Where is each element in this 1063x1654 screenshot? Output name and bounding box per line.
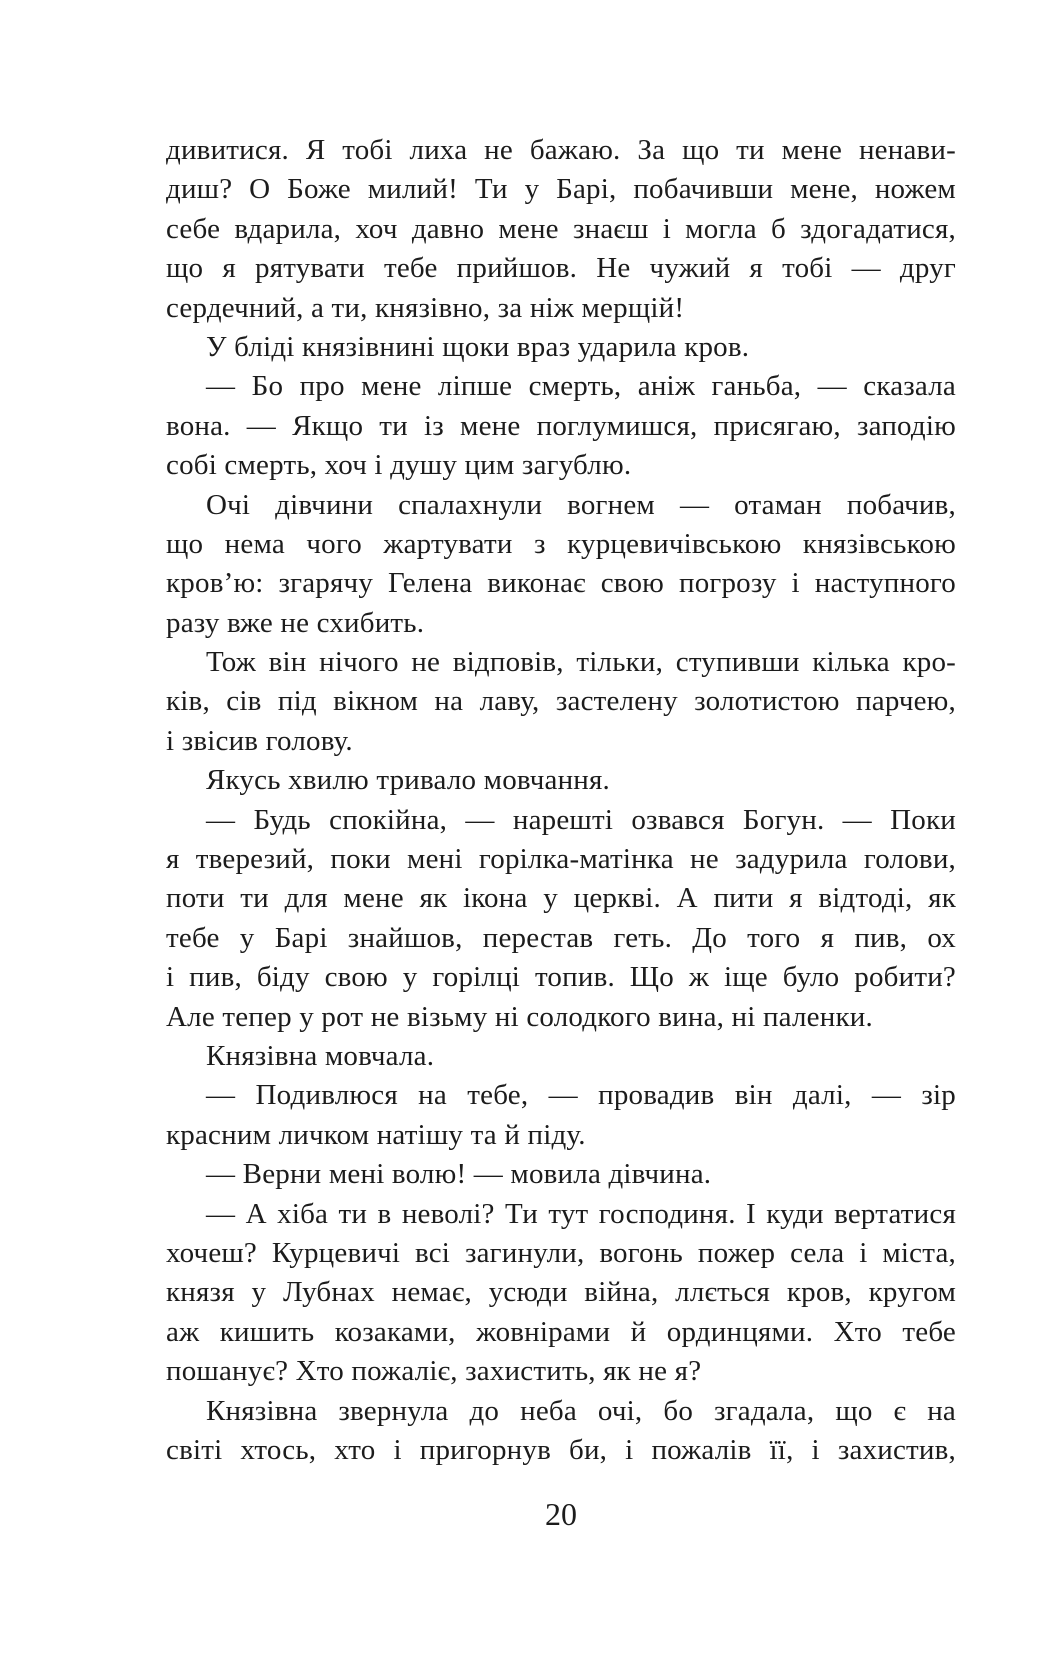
text-block — [166, 131, 956, 1470]
text-line: собі смерть, хоч і душу цим загублю. — [166, 449, 632, 482]
text-line: що я рятувати тебе прийшов. Не чужий я тобі — друг — [166, 252, 956, 285]
text-line: і звісив голову. — [166, 724, 353, 757]
text-line: і пив, біду свою у горілці топив. Що ж іще було робити? — [166, 961, 956, 994]
text-line: я тверезий, поки мені горілка-матінка не задурила голови, — [166, 843, 956, 876]
text-line: — Подивлюся на тебе, — провадив він далі, — зір — [206, 1079, 956, 1112]
text-line: дивитися. Я тобі лиха не бажаю. За що ти мене ненави- — [166, 134, 956, 166]
text-line: Якусь хвилю тривало мовчання. — [206, 764, 610, 797]
text-line: Князівна мовчала. — [206, 1039, 435, 1072]
text-line: пошанує? Хто пожаліє, захистить, як не я? — [166, 1355, 702, 1388]
text-line: Тож він нічого не відповів, тільки, ступивши кілька кро- — [206, 646, 956, 679]
text-line: кров’ю: згарячу Гелена виконає свою погрозу і наступного — [166, 567, 956, 600]
text-line: Але тепер у рот не візьму ні солодкого вина, ні паленки. — [166, 1000, 873, 1033]
text-line: ків, сів під вікном на лаву, застелену золотистою парчею, — [166, 685, 956, 718]
text-line: хочеш? Курцевичі всі загинули, вогонь пожер села і міста, — [166, 1236, 956, 1269]
text-line: поти ти для мене як ікона у церкві. А пити я відтоді, як — [166, 882, 956, 915]
text-line: вона. — Якщо ти із мене поглумишся, присягаю, заподію — [166, 409, 956, 442]
text-line: — А хіба ти в неволі? Ти тут господиня. І куди вертатися — [206, 1197, 956, 1230]
text-line: разу вже не схибить. — [166, 606, 425, 639]
text-line: Князівна звернула до неба очі, бо згадала, що є на — [206, 1394, 956, 1427]
text-line: красним личком натішу та й піду. — [166, 1118, 586, 1151]
text-line: — Верни мені волю! — мовила дівчина. — [206, 1158, 712, 1191]
text-line: світі хтось, хто і пригорнув би, і пожалів її, і захистив, — [166, 1433, 956, 1466]
text-line: себе вдарила, хоч давно мене знаєш і могла б здогадатися, — [166, 212, 956, 245]
text-line: тебе у Барі знайшов, перестав геть. До того я пив, ох — [166, 921, 956, 954]
text-line: — Будь спокійна, — нарешті озвався Богун. — Поки — [206, 803, 956, 836]
text-line: аж кишить козаками, жовнірами й ординцями. Хто тебе — [166, 1315, 956, 1348]
text-line: У бліді князівнині щоки враз ударила кров. — [206, 330, 750, 363]
text-line: що нема чого жартувати з курцевичівською князівською — [166, 527, 956, 560]
text-line: князя у Лубнах немає, усюди війна, ллється кров, кругом — [166, 1276, 956, 1309]
text-line: Очі дівчини спалахнули вогнем — отаман побачив, — [206, 488, 956, 521]
text-line: сердечний, а ти, князівно, за ніж мерщій! — [166, 291, 685, 324]
page-number: 20 — [545, 1496, 577, 1532]
text-line: — Бо про мене ліпше смерть, аніж ганьба, — сказала — [206, 370, 956, 403]
text-line: диш? О Боже милий! Ти у Барі, побачивши мене, ножем — [166, 173, 956, 206]
